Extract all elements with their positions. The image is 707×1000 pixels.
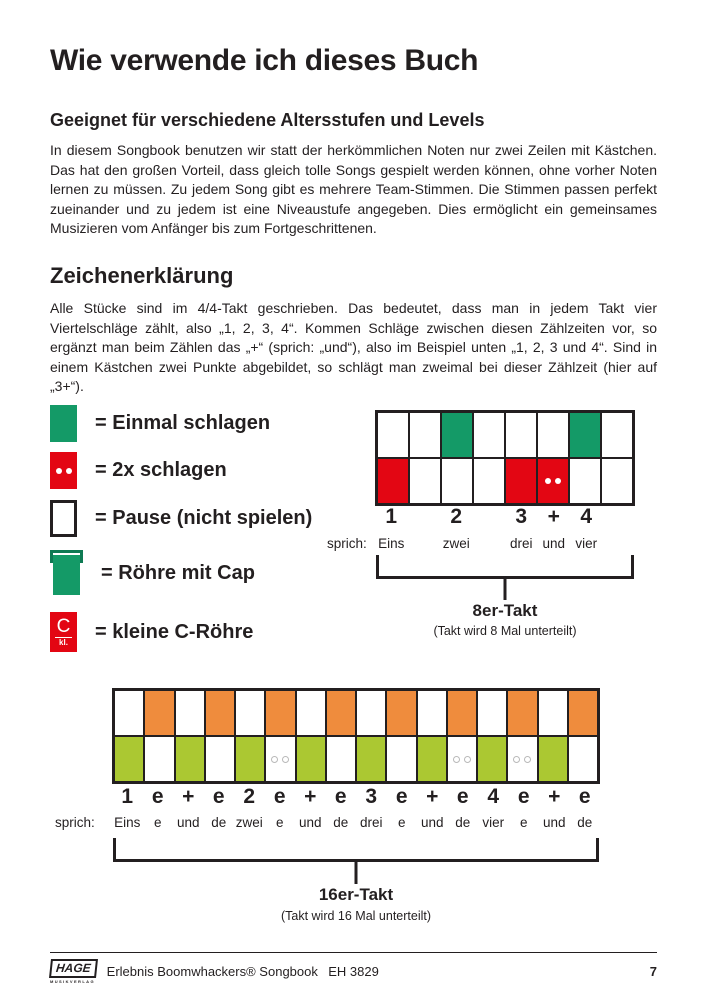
count-word: de bbox=[211, 815, 227, 830]
beat8-bracket-title: 8er-Takt bbox=[472, 601, 538, 620]
hage-logo: HAGE bbox=[49, 959, 98, 978]
beat-cell-w bbox=[601, 458, 633, 504]
white-square-icon bbox=[50, 500, 77, 537]
beat-cell-wd bbox=[507, 736, 537, 782]
count-word: e bbox=[519, 815, 528, 830]
double-hit-dot bbox=[453, 756, 460, 763]
count-label bbox=[603, 505, 636, 529]
beat8-counts-row bbox=[375, 505, 635, 529]
count-word: Eins bbox=[378, 536, 405, 551]
beat8-bracket-stem bbox=[504, 579, 507, 600]
intro-heading: Geeignet für verschiedene Altersstufen und Levels bbox=[50, 110, 485, 130]
grid-row bbox=[114, 690, 598, 736]
count-label: e bbox=[456, 785, 469, 808]
beat-cell-w bbox=[326, 736, 356, 782]
beat-cell-w bbox=[417, 690, 447, 736]
hage-logo-subtext: MUSIKVERLAG bbox=[50, 979, 95, 984]
beat16-bracket-title: 16er-Takt bbox=[318, 885, 394, 904]
legend-item-tube-cap bbox=[50, 550, 255, 596]
page-footer bbox=[50, 952, 657, 984]
count-label: + bbox=[426, 785, 439, 808]
count-label bbox=[473, 505, 506, 529]
beat-cell-w bbox=[473, 412, 505, 458]
beat-cell-r bbox=[505, 458, 537, 504]
beat-cell-lg bbox=[114, 736, 144, 782]
beat-cell-w bbox=[386, 736, 416, 782]
beat-cell-o bbox=[265, 690, 295, 736]
count-label: + bbox=[547, 505, 560, 528]
count-word: drei bbox=[359, 815, 383, 830]
beat16-words-row bbox=[112, 815, 600, 830]
footer-book-title: Erlebnis Boomwhackers® Songbook bbox=[106, 964, 318, 979]
count-label: e bbox=[334, 785, 347, 808]
count-word: drei bbox=[509, 536, 533, 551]
count-word: vier bbox=[482, 815, 505, 830]
beat-cell-w bbox=[441, 458, 473, 504]
beat-cell-lg bbox=[296, 736, 326, 782]
beat-cell-lg bbox=[477, 736, 507, 782]
beat16-bracket-subtitle: (Takt wird 16 Mal unterteilt) bbox=[280, 909, 432, 923]
beat-cell-w bbox=[377, 412, 409, 458]
count-label: e bbox=[273, 785, 286, 808]
legend-heading: Zeichenerklärung bbox=[50, 263, 234, 288]
legend-item-label: = Einmal schlagen bbox=[95, 412, 271, 434]
count-word: vier bbox=[575, 536, 598, 551]
beat8-words-row bbox=[375, 536, 635, 551]
legend-item-single-hit bbox=[50, 405, 270, 442]
count-word: und bbox=[542, 815, 566, 830]
beat-cell-lg bbox=[538, 736, 568, 782]
count-word: und bbox=[298, 815, 322, 830]
beat-cell-lg bbox=[175, 736, 205, 782]
beat-cell-w bbox=[235, 690, 265, 736]
legend-item-label: = kleine C-Röhre bbox=[95, 620, 254, 643]
legend-item-label: = Pause (nicht spielen) bbox=[95, 507, 313, 529]
c-tube-subscript: kl. bbox=[59, 638, 68, 647]
red-square-two-dots-icon bbox=[50, 452, 77, 489]
beat8-diagram bbox=[327, 410, 635, 650]
tube-body bbox=[53, 555, 80, 595]
beat-cell-o bbox=[205, 690, 235, 736]
beat-cell-w bbox=[409, 412, 441, 458]
beat-cell-o bbox=[144, 690, 174, 736]
beat-cell-wd bbox=[447, 736, 477, 782]
beat-cell-o bbox=[507, 690, 537, 736]
count-label: e bbox=[517, 785, 530, 808]
count-label bbox=[408, 505, 441, 529]
beat16-bracket bbox=[113, 838, 599, 862]
beat16-sprich-label: sprich: bbox=[55, 815, 95, 830]
count-label: e bbox=[395, 785, 408, 808]
count-label: 4 bbox=[487, 785, 500, 808]
count-label: e bbox=[151, 785, 164, 808]
double-hit-dot bbox=[271, 756, 278, 763]
beat16-diagram bbox=[55, 688, 600, 938]
beat-cell-w bbox=[601, 412, 633, 458]
green-square-icon bbox=[50, 405, 77, 442]
beat-cell-o bbox=[386, 690, 416, 736]
double-hit-dot bbox=[464, 756, 471, 763]
beat16-grid bbox=[112, 688, 600, 784]
count-word: und bbox=[176, 815, 200, 830]
count-word bbox=[603, 536, 636, 551]
legend-item-pause bbox=[50, 500, 312, 537]
beat-cell-g bbox=[441, 412, 473, 458]
beat-cell-w bbox=[537, 412, 569, 458]
count-word: Eins bbox=[114, 815, 141, 830]
footer-catalog-number: EH 3829 bbox=[328, 964, 379, 979]
count-word: de bbox=[333, 815, 349, 830]
beat-cell-g bbox=[569, 412, 601, 458]
hit-dot bbox=[56, 468, 62, 474]
hit-dot bbox=[66, 468, 72, 474]
beat8-grid bbox=[375, 410, 635, 506]
legend-item-label: = 2x schlagen bbox=[95, 459, 227, 481]
beat-cell-o bbox=[568, 690, 598, 736]
count-word: e bbox=[275, 815, 284, 830]
beat-cell-wd bbox=[265, 736, 295, 782]
count-label: e bbox=[212, 785, 225, 808]
count-label: 3 bbox=[365, 785, 378, 808]
legend-paragraph: Alle Stücke sind im 4/4-Takt geschrieben. Das bedeutet, dass man in jedem Takt vier Viertelschläge zählt, also „1, 2, 3, 4“. Kommen Schläge zwischen diesen Zählzeiten vor, so ergänzt man beim Zählen das „+“ (sprich: „und“), also im Beispiel unten „1, 2, 3 und 4“. Sind in einem Kästchen zwei Punkte abgebildet, so schlägt man zweimal bei dieser Zählzeit (hier auf „3+“). bbox=[50, 300, 657, 394]
beat-cell-w bbox=[205, 736, 235, 782]
count-word bbox=[408, 536, 441, 551]
beat-cell-lg bbox=[356, 736, 386, 782]
beat-cell-o bbox=[447, 690, 477, 736]
beat-cell-w bbox=[296, 690, 326, 736]
legend-item-double-hit bbox=[50, 452, 227, 489]
beat-cell-o bbox=[326, 690, 356, 736]
count-word: de bbox=[455, 815, 471, 830]
intro-paragraph: In diesem Songbook benutzen wir statt der herkömmlichen Noten nur zwei Zeilen mit Kästchen. Das hat den großen Vorteil, dass gleich tolle Songs gespielt werden können, ohne vorher Noten lernen zu müssen. Zu jedem Song gibt es mehrere Team-Stimmen. Die Stimmen passen perfekt zueinander und zu jedem ist eine Niveaustufe angegeben. Dies ermöglicht ein gemeinsames Musizieren vom Anfänger bis zum Fortgeschrittenen. bbox=[50, 142, 657, 236]
grid-row bbox=[377, 412, 633, 458]
count-word: und bbox=[542, 536, 566, 551]
grid-row bbox=[377, 458, 633, 504]
legend-item-label: = Röhre mit Cap bbox=[101, 561, 255, 584]
beat-cell-w bbox=[175, 690, 205, 736]
count-label: + bbox=[548, 785, 561, 808]
double-hit-dot bbox=[282, 756, 289, 763]
beat-cell-w bbox=[505, 412, 537, 458]
double-hit-dot bbox=[513, 756, 520, 763]
beat-cell-r bbox=[377, 458, 409, 504]
footer-page-number: 7 bbox=[649, 964, 657, 979]
beat8-bracket bbox=[376, 555, 634, 579]
beat-cell-w bbox=[114, 690, 144, 736]
count-label: + bbox=[182, 785, 195, 808]
count-label: 4 bbox=[580, 505, 593, 528]
beat-cell-w bbox=[409, 458, 441, 504]
count-word: e bbox=[153, 815, 162, 830]
beat16-counts-row bbox=[112, 785, 600, 809]
beat8-sprich-label: sprich: bbox=[327, 536, 367, 551]
double-hit-dot bbox=[524, 756, 531, 763]
count-label: 1 bbox=[121, 785, 134, 808]
count-word: zwei bbox=[235, 815, 263, 830]
count-label: e bbox=[578, 785, 591, 808]
beat16-bracket-stem bbox=[355, 862, 358, 884]
beat-cell-lg bbox=[235, 736, 265, 782]
beat-cell-w bbox=[538, 690, 568, 736]
beat-cell-w bbox=[144, 736, 174, 782]
grid-row bbox=[114, 736, 598, 782]
page-title: Wie verwende ich dieses Buch bbox=[50, 44, 479, 77]
count-word: zwei bbox=[442, 536, 470, 551]
beat-cell-w bbox=[477, 690, 507, 736]
beat-cell-w bbox=[356, 690, 386, 736]
beat-cell-rd bbox=[537, 458, 569, 504]
count-label: + bbox=[304, 785, 317, 808]
publisher-logo bbox=[50, 959, 97, 984]
beat-cell-lg bbox=[417, 736, 447, 782]
count-label: 2 bbox=[243, 785, 256, 808]
double-hit-dot bbox=[545, 478, 551, 484]
count-word: und bbox=[420, 815, 444, 830]
count-word bbox=[473, 536, 506, 551]
c-tube-letter: C bbox=[56, 616, 71, 637]
tube-with-cap-icon bbox=[50, 550, 83, 596]
beat-cell-w bbox=[569, 458, 601, 504]
count-label: 1 bbox=[385, 505, 398, 528]
count-word: de bbox=[577, 815, 593, 830]
count-word: e bbox=[397, 815, 406, 830]
small-c-tube-icon bbox=[50, 612, 77, 652]
count-label: 3 bbox=[515, 505, 528, 528]
beat8-bracket-subtitle: (Takt wird 8 Mal unterteilt) bbox=[433, 624, 577, 638]
beat-cell-w bbox=[473, 458, 505, 504]
count-label: 2 bbox=[450, 505, 463, 528]
legend-item-small-c-tube bbox=[50, 612, 253, 652]
double-hit-dot bbox=[555, 478, 561, 484]
beat-cell-w bbox=[568, 736, 598, 782]
